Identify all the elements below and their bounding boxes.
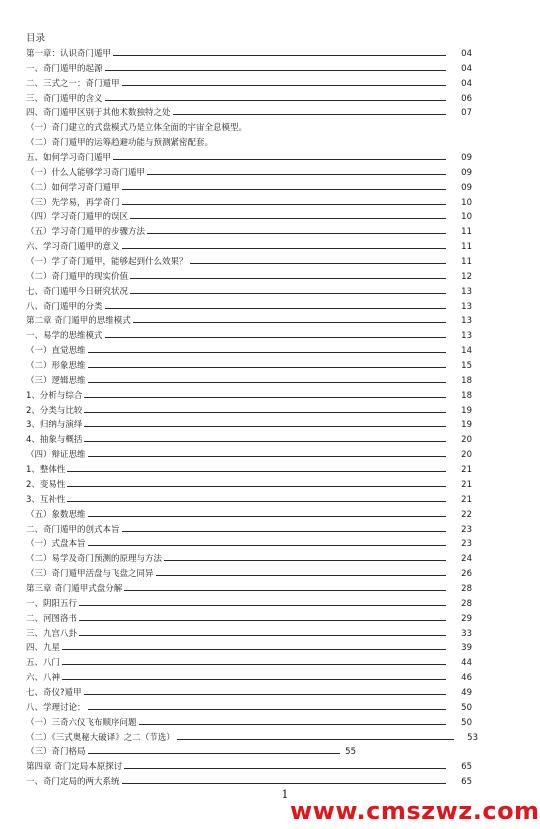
toc-leader-line xyxy=(88,545,446,546)
toc-entry-page: 19 xyxy=(461,420,472,431)
toc-entry-label: 五、如何学习奇门遁甲 xyxy=(26,151,112,166)
toc-entry xyxy=(26,225,472,240)
toc-leader-line xyxy=(62,649,446,650)
toc-entry-label: （三）奇门遁甲活盘与飞盘之同异 xyxy=(26,567,155,582)
toc-entry-page: 09 xyxy=(461,153,472,164)
toc-entry-page: 15 xyxy=(461,361,472,372)
toc-entry-label: 二、奇门遁甲的创式本旨 xyxy=(26,523,121,538)
toc-entry xyxy=(26,433,472,448)
toc-entry xyxy=(26,627,472,642)
toc-leader-line xyxy=(88,382,446,383)
toc-entry-page: 18 xyxy=(461,375,472,386)
toc-entry-label: 八、奇门遁甲的分类 xyxy=(26,300,104,315)
toc-entry-page: 11 xyxy=(461,257,472,268)
toc-entry xyxy=(26,612,472,627)
page-number: 1 xyxy=(281,788,289,801)
watermark: www.cmszwz.com xyxy=(290,797,540,825)
toc-entry-page: 20 xyxy=(461,450,472,461)
toc-leader-line xyxy=(79,620,446,621)
toc-entry-label: 七、奇门遁甲今日研究状况 xyxy=(26,285,129,300)
toc-entry-label: 八、学理讨论： xyxy=(26,701,87,716)
page-title: 目录 xyxy=(26,33,46,44)
toc-leader-line xyxy=(88,753,340,754)
toc-entry-label: 四、奇门遁甲区别于其他术数独特之处 xyxy=(26,106,172,121)
toc-entry-page: 18 xyxy=(461,390,472,401)
toc-entry-label: 第四章 奇门定局本原探讨 xyxy=(26,760,123,775)
toc-entry-page: 10 xyxy=(461,212,472,223)
toc-leader-line xyxy=(122,783,446,784)
toc-entry-label: 3、互补性 xyxy=(26,493,66,508)
toc-entry-page: 13 xyxy=(461,316,472,327)
toc-entry xyxy=(26,745,472,760)
toc-leader-line xyxy=(130,278,446,279)
toc-entry-page: 04 xyxy=(461,78,472,89)
toc-entry-label: 六、学习奇门遁甲的意义 xyxy=(26,240,121,255)
toc-entry-page: 28 xyxy=(461,598,472,609)
toc-entry xyxy=(26,255,472,270)
toc-entry xyxy=(26,567,472,582)
toc-entry xyxy=(26,448,472,463)
toc-entry-label: （一）什么人能够学习奇门遁甲 xyxy=(26,166,146,181)
toc-entry-page: 12 xyxy=(461,271,472,282)
toc-leader-line xyxy=(88,352,446,353)
toc-leader-line xyxy=(156,575,446,576)
toc-entry-label: 第二章 奇门遁甲的思维模式 xyxy=(26,314,132,329)
toc-entry-label: 4、抽象与概括 xyxy=(26,433,83,448)
toc-entry xyxy=(26,151,472,166)
toc-entry xyxy=(26,270,472,285)
toc-leader-line xyxy=(105,70,446,71)
toc-entry-label: 第三章 奇门遁甲式盘分解 xyxy=(26,582,123,597)
toc-leader-line xyxy=(88,709,446,710)
toc-entry xyxy=(26,121,472,136)
toc-leader-line xyxy=(124,768,446,769)
toc-leader-line xyxy=(122,204,446,205)
toc-entry-page: 09 xyxy=(461,182,472,193)
toc-entry-label: （三）先学易，再学奇门 xyxy=(26,196,121,211)
toc-entry-label: （二）形象思维 xyxy=(26,359,87,374)
toc-leader-line xyxy=(164,560,446,561)
toc-leader-line xyxy=(84,412,446,413)
toc-entry-label: （一）奇门建立的式盘模式乃是立体全面的宇宙全息模型。 xyxy=(26,121,248,136)
toc-leader-line xyxy=(147,233,446,234)
toc-entry xyxy=(26,389,472,404)
toc-entry-page: 53 xyxy=(467,732,478,743)
toc-entry-label: （四）辩证思维 xyxy=(26,448,87,463)
toc-entry xyxy=(26,62,472,77)
toc-entry-page: 13 xyxy=(461,301,472,312)
toc-entry-page: 49 xyxy=(461,687,472,698)
toc-entry-page: 07 xyxy=(461,108,472,119)
toc-entry xyxy=(26,671,472,686)
toc-entry-page: 04 xyxy=(461,63,472,74)
toc-entry-label: 二、河图洛书 xyxy=(26,612,78,627)
toc-entry-label: （二）如何学习奇门遁甲 xyxy=(26,181,121,196)
toc-entry-label: （五）象数思维 xyxy=(26,508,87,523)
toc-leader-line xyxy=(67,501,446,502)
toc-leader-line xyxy=(84,441,446,442)
toc-entry-page: 14 xyxy=(461,346,472,357)
toc-entry-page: 55 xyxy=(345,747,356,758)
toc-leader-line xyxy=(84,397,446,398)
toc-entry xyxy=(26,106,472,121)
toc-entry xyxy=(26,701,472,716)
toc-leader-line xyxy=(122,248,446,249)
toc-entry xyxy=(26,508,472,523)
toc-entry-page: 46 xyxy=(461,673,472,684)
toc-entry-page: 20 xyxy=(461,435,472,446)
toc-leader-line xyxy=(67,486,446,487)
toc-leader-line xyxy=(62,664,446,665)
toc-entry-label: 三、奇门遁甲的含义 xyxy=(26,92,104,107)
toc-entry xyxy=(26,552,472,567)
toc-entry xyxy=(26,210,472,225)
toc-entry-page: 11 xyxy=(461,242,472,253)
toc-entry-label: 第一章：认识奇门遁甲 xyxy=(26,47,112,62)
toc-leader-line xyxy=(84,694,446,695)
toc-entry-label: （四）学习奇门遁甲的误区 xyxy=(26,210,129,225)
toc-entry xyxy=(26,537,472,552)
toc-entry-page: 65 xyxy=(461,762,472,773)
toc-entry-label: 四、九星 xyxy=(26,641,61,656)
table-of-contents xyxy=(26,47,478,790)
toc-leader-line xyxy=(105,100,446,101)
toc-entry-page: 19 xyxy=(461,405,472,416)
toc-entry xyxy=(26,166,472,181)
toc-entry-label: （一）三奇六仪飞布顺序问题 xyxy=(26,716,138,731)
toc-entry xyxy=(26,716,472,731)
toc-leader-line xyxy=(88,456,446,457)
toc-leader-line xyxy=(133,322,446,323)
toc-leader-line xyxy=(122,189,446,190)
toc-entry-page: 29 xyxy=(461,613,472,624)
toc-leader-line xyxy=(130,218,446,219)
toc-entry-label: （五）学习奇门遁甲的步骤方法 xyxy=(26,225,146,240)
toc-entry xyxy=(26,47,472,62)
toc-leader-line xyxy=(139,724,446,725)
toc-entry-page: 21 xyxy=(461,494,472,505)
toc-leader-line xyxy=(190,263,446,264)
toc-entry-label: 三、九宫八卦 xyxy=(26,627,78,642)
toc-entry-page: 44 xyxy=(461,658,472,669)
toc-entry xyxy=(26,92,472,107)
toc-leader-line xyxy=(177,739,454,740)
toc-entry-page: 04 xyxy=(461,49,472,59)
toc-leader-line xyxy=(130,293,446,294)
toc-entry-label: （三）逻辑思维 xyxy=(26,374,87,389)
toc-entry xyxy=(26,77,472,92)
toc-entry xyxy=(26,418,472,433)
toc-entry xyxy=(26,775,472,790)
toc-entry xyxy=(26,760,472,775)
toc-entry xyxy=(26,285,472,300)
toc-entry-page: 26 xyxy=(461,569,472,580)
toc-entry xyxy=(26,478,472,493)
toc-entry xyxy=(26,523,472,538)
toc-entry-label: （一）学了奇门遁甲，能够起到什么效果？ xyxy=(26,255,189,270)
toc-entry-page: 33 xyxy=(461,628,472,639)
toc-leader-line xyxy=(173,114,446,115)
toc-entry-page: 13 xyxy=(461,331,472,342)
toc-leader-line xyxy=(79,605,446,606)
toc-entry-label: 一、易学的思维模式 xyxy=(26,329,104,344)
toc-entry xyxy=(26,314,472,329)
toc-entry-label: 2、分类与比较 xyxy=(26,404,83,419)
toc-entry-label: （一）直觉思维 xyxy=(26,344,87,359)
toc-entry xyxy=(26,493,472,508)
toc-leader-line xyxy=(113,159,446,160)
toc-entry xyxy=(26,196,472,211)
toc-leader-line xyxy=(105,337,446,338)
toc-entry xyxy=(26,329,472,344)
toc-entry-page: 65 xyxy=(461,777,472,788)
toc-leader-line xyxy=(79,635,446,636)
toc-leader-line xyxy=(122,531,446,532)
toc-entry-page: 21 xyxy=(461,465,472,476)
toc-entry-label: 二、三式之一：奇门遁甲 xyxy=(26,77,121,92)
toc-entry xyxy=(26,597,472,612)
toc-entry xyxy=(26,359,472,374)
toc-entry xyxy=(26,344,472,359)
toc-entry-label: （一）式盘本旨 xyxy=(26,537,87,552)
toc-entry-label: 1、整体性 xyxy=(26,463,66,478)
toc-leader-line xyxy=(113,55,446,56)
toc-leader-line xyxy=(67,471,446,472)
toc-entry-label: 一、阴阳五行 xyxy=(26,597,78,612)
toc-entry xyxy=(26,731,478,746)
toc-entry-label: 一、奇门遁甲的起源 xyxy=(26,62,104,77)
toc-entry-page: 13 xyxy=(461,286,472,297)
toc-entry xyxy=(26,181,472,196)
toc-entry xyxy=(26,686,472,701)
toc-entry xyxy=(26,404,472,419)
toc-entry xyxy=(26,136,472,151)
toc-entry-page: 22 xyxy=(461,509,472,520)
toc-entry-label: （二）《三式奥秘大破译》之二（节选） xyxy=(26,731,176,746)
toc-entry-page: 06 xyxy=(461,93,472,104)
toc-entry-page: 28 xyxy=(461,583,472,594)
toc-entry xyxy=(26,656,472,671)
toc-entry-page: 23 xyxy=(461,524,472,535)
toc-entry-page: 10 xyxy=(461,197,472,208)
toc-leader-line xyxy=(124,590,446,591)
toc-leader-line xyxy=(105,308,446,309)
toc-leader-line xyxy=(88,367,446,368)
toc-entry xyxy=(26,300,472,315)
toc-leader-line xyxy=(84,426,446,427)
toc-entry-label: 2、变易性 xyxy=(26,478,66,493)
toc-entry-label: 3、归纳与演绎 xyxy=(26,418,83,433)
toc-entry xyxy=(26,641,472,656)
toc-entry-label: 五、八门 xyxy=(26,656,61,671)
toc-entry-label: 一、奇门定局的两大系统 xyxy=(26,775,121,790)
toc-entry-page: 21 xyxy=(461,479,472,490)
toc-entry-page: 23 xyxy=(461,539,472,550)
toc-entry-label: （三）奇门格局 xyxy=(26,745,87,760)
toc-entry-label: （二）易学及奇门预测的原理与方法 xyxy=(26,552,163,567)
toc-leader-line xyxy=(62,679,446,680)
toc-entry xyxy=(26,240,472,255)
toc-entry-label: （二）奇门遁甲的运筹趋避功能与预测紧密配套。 xyxy=(26,136,214,151)
toc-leader-line xyxy=(88,516,446,517)
toc-entry xyxy=(26,582,472,597)
toc-entry-label: 六、八神 xyxy=(26,671,61,686)
toc-entry-page: 24 xyxy=(461,554,472,565)
toc-leader-line xyxy=(122,85,446,86)
toc-entry xyxy=(26,463,472,478)
toc-entry-label: 七、奇仪?遁甲 xyxy=(26,686,83,701)
toc-entry-label: 1、分析与综合 xyxy=(26,389,83,404)
toc-entry-page: 09 xyxy=(461,167,472,178)
toc-entry xyxy=(26,374,472,389)
toc-entry-label: （二）奇门遁甲的现实价值 xyxy=(26,270,129,285)
toc-entry-page: 50 xyxy=(461,717,472,728)
toc-entry-page: 39 xyxy=(461,643,472,654)
toc-leader-line xyxy=(147,174,446,175)
toc-entry-page: 50 xyxy=(461,702,472,713)
toc-entry-page: 11 xyxy=(461,227,472,238)
